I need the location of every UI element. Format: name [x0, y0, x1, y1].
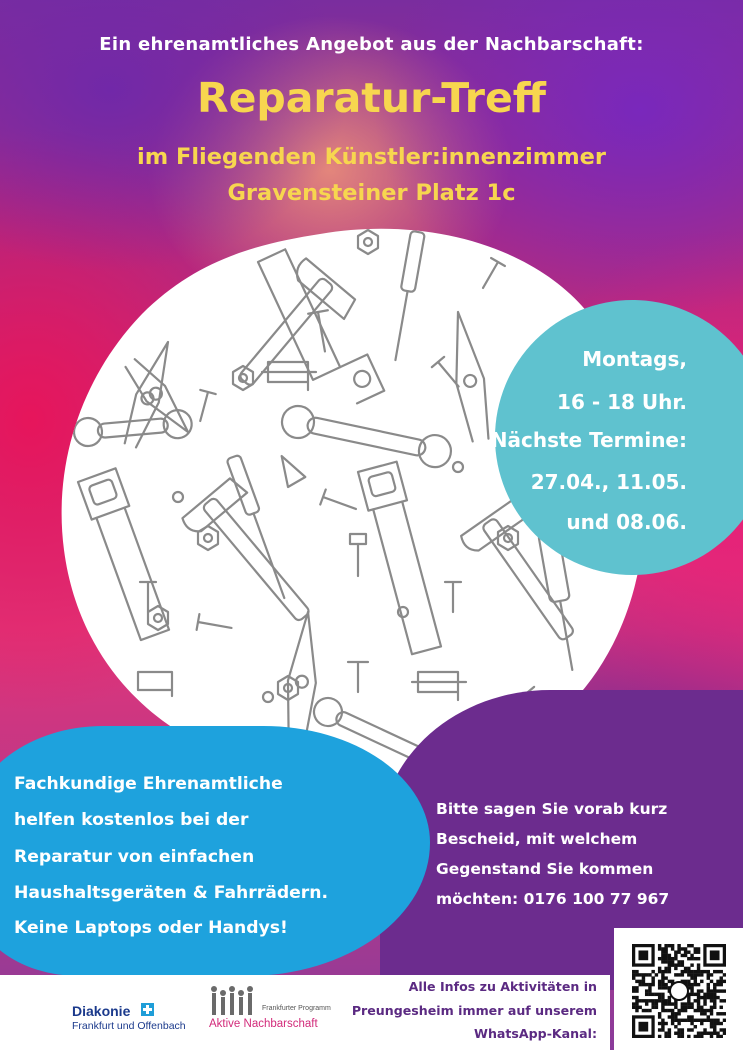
diakonie-name: Diakonie — [72, 1003, 131, 1019]
schedule-line: 27.04., 11.05. — [530, 470, 687, 494]
contact-line: Bitte sagen Sie vorab kurz — [436, 800, 668, 818]
schedule-line: und 08.06. — [566, 510, 687, 534]
programm-label: Frankfurter Programm — [262, 1005, 331, 1012]
contact-line: Gegenstand Sie kommen — [436, 860, 654, 878]
qr-code-icon[interactable] — [632, 944, 726, 1038]
whatsapp-line: Preungesheim immer auf unserem — [351, 1003, 597, 1018]
schedule-line: Nächste Termine: — [490, 428, 687, 452]
helpers-line: Fachkundige Ehrenamtliche — [14, 774, 283, 794]
intro-line: Ein ehrenamtliches Angebot aus der Nachbarschaft: — [99, 34, 644, 55]
helpers-line: Keine Laptops oder Handys! — [14, 918, 288, 938]
helpers-line: Haushaltsgeräten & Fahrrädern. — [14, 883, 329, 903]
address-line: Gravensteiner Platz 1c — [227, 180, 516, 206]
programm-name: Aktive Nachbarschaft — [209, 1018, 318, 1030]
schedule-line: 16 - 18 Uhr. — [557, 390, 687, 414]
helpers-line: helfen kostenlos bei der — [14, 810, 249, 830]
diakonie-subtitle: Frankfurt und Offenbach — [72, 1020, 186, 1032]
contact-line: Bescheid, mit welchem — [436, 830, 638, 848]
helpers-line: Reparatur von einfachen — [14, 847, 255, 867]
venue-line: im Fliegenden Künstler:innenzimmer — [136, 144, 607, 170]
diakonie-cross-icon — [141, 1003, 154, 1016]
whatsapp-line: WhatsApp-Kanal: — [474, 1026, 597, 1041]
whatsapp-line: Alle Infos zu Aktivitäten in — [408, 979, 597, 994]
event-title: Reparatur-Treff — [197, 74, 546, 122]
whatsapp-icon — [670, 982, 688, 1000]
people-icon — [209, 985, 261, 1017]
schedule-line: Montags, — [582, 347, 687, 371]
contact-line: möchten: 0176 100 77 967 — [436, 890, 670, 908]
